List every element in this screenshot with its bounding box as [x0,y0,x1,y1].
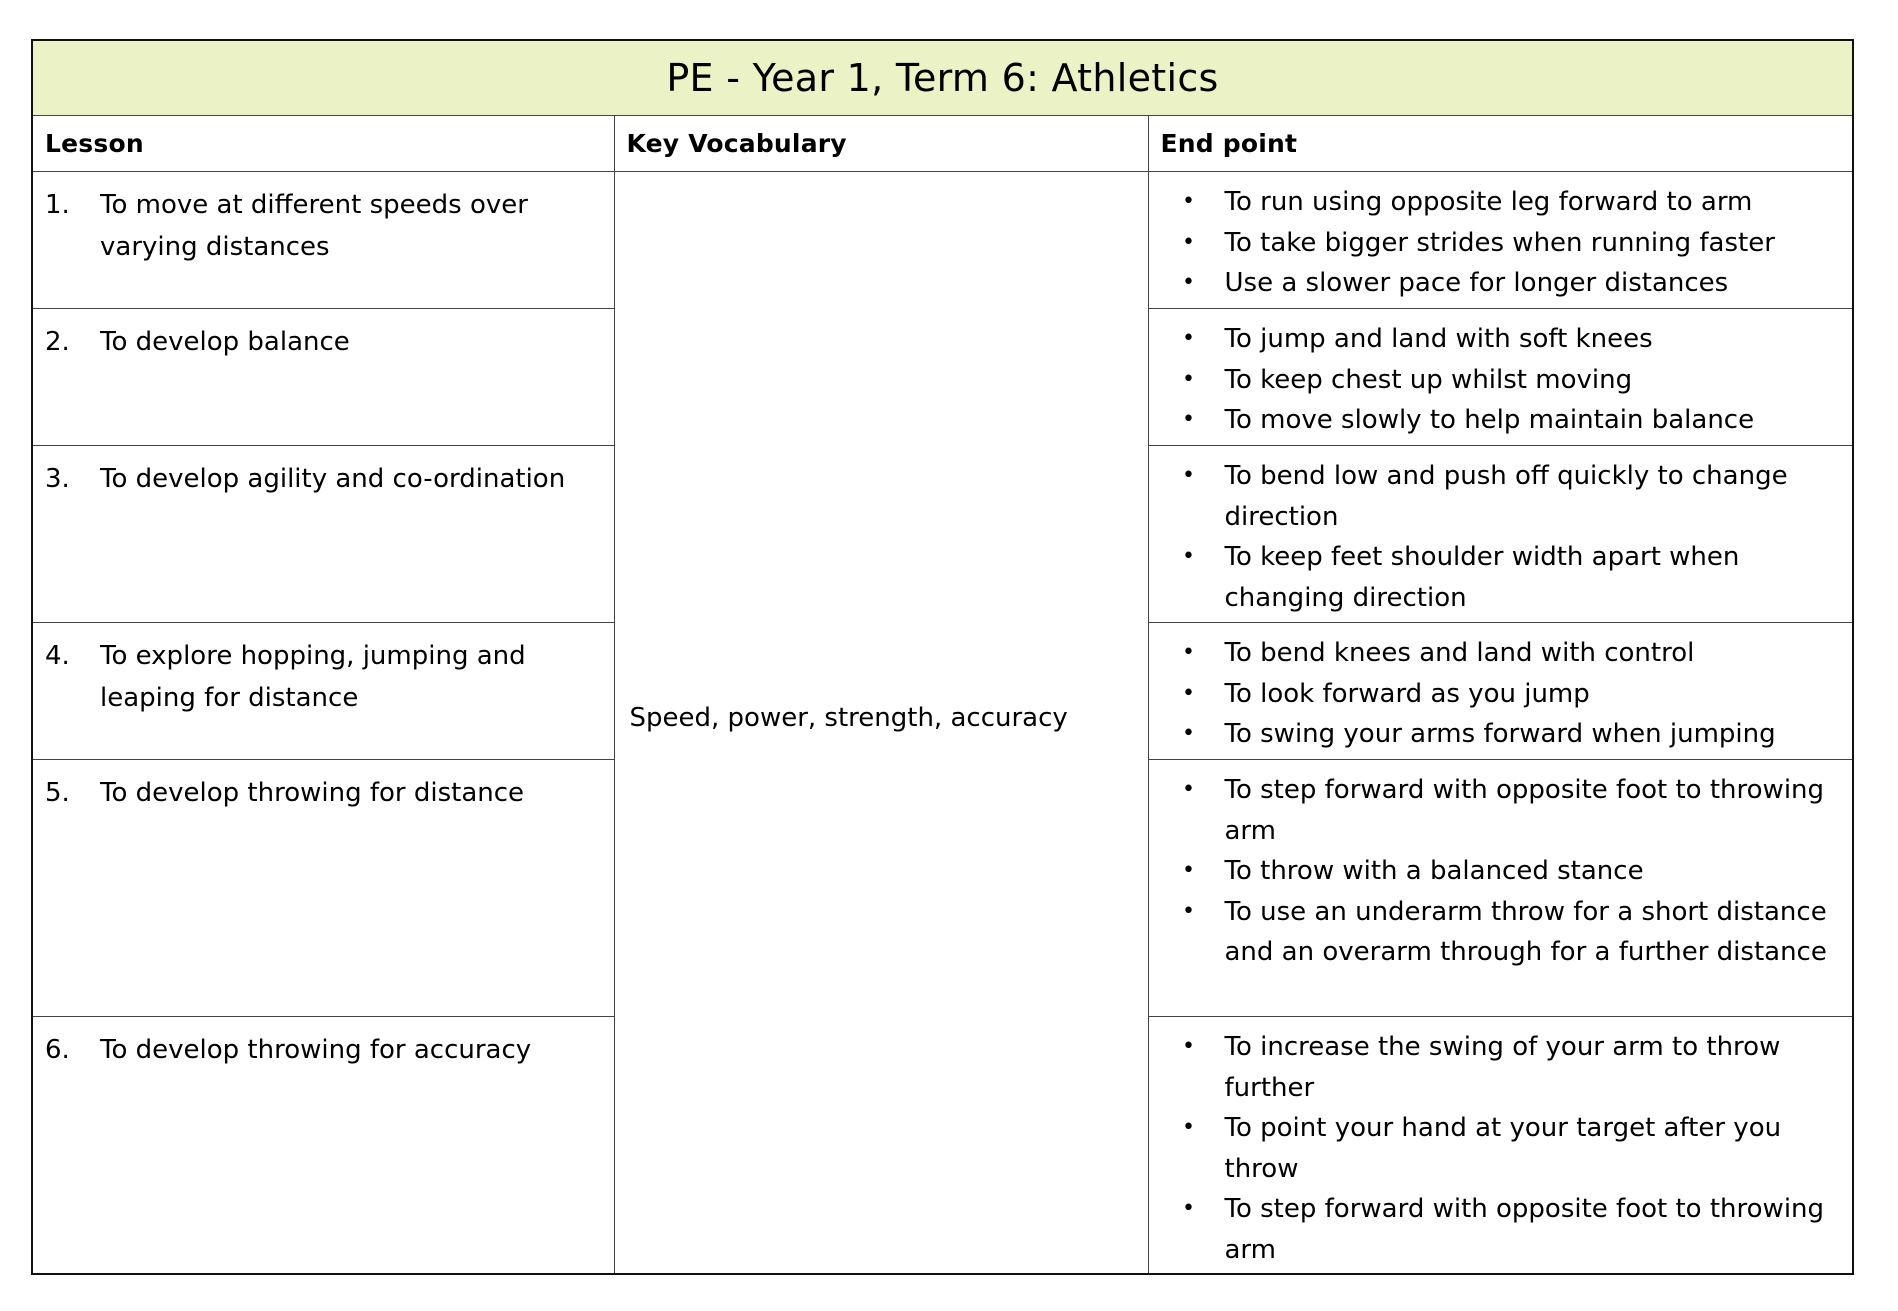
lesson-title: To develop throwing for accuracy [100,1035,532,1065]
end-point-item: • To use an underarm throw for a short distance and an overarm through for a further distance [1149,892,1843,973]
lesson-cell [32,760,614,1017]
column-header-lesson: Lesson [32,116,614,172]
bullet-icon: • [1182,777,1195,802]
bullet-icon: • [1182,640,1195,665]
end-point-item: • To move slowly to help maintain balance [1149,400,1843,441]
end-point-item: • To keep feet shoulder width apart when changing direction [1149,537,1843,618]
end-point-item: • To run using opposite leg forward to arm [1149,182,1843,223]
lesson-number: 1. [45,190,70,220]
bullet-icon: • [1182,898,1195,924]
lesson-number: 5. [45,778,70,808]
lesson-cell [32,172,614,309]
lesson-number: 3. [45,464,70,494]
end-point-cell [1148,446,1853,623]
page-title: PE - Year 1, Term 6: Athletics [32,40,1853,116]
title-row [32,40,1853,116]
end-point-item: • To throw with a balanced stance [1149,851,1843,892]
end-point-item: • To increase the swing of your arm to throw further [1149,1027,1843,1108]
end-point-list [1149,1027,1843,1270]
lesson-cell [32,446,614,623]
bullet-icon: • [1182,407,1195,432]
key-vocabulary-text: Speed, power, strength, accuracy [629,703,1068,734]
bullet-icon: • [1182,270,1195,295]
end-point-item: • To swing your arms forward when jumping [1149,714,1843,755]
end-point-list [1149,319,1843,441]
column-header-end-point: End point [1148,116,1853,172]
bullet-icon: • [1182,1115,1195,1140]
lesson-cell [32,309,614,446]
lesson-title: To develop balance [100,327,350,357]
bullet-icon: • [1182,544,1195,569]
bullet-icon: • [1182,463,1195,488]
bullet-icon: • [1182,326,1195,351]
lesson-title: To develop agility and co-ordination [100,464,566,494]
lesson-title: To explore hopping, jumping and leaping for distance [100,641,526,713]
end-point-list [1149,456,1843,618]
lesson-cell [32,1017,614,1274]
end-point-item: • To bend knees and land with control [1149,633,1843,674]
lesson-cell [32,623,614,760]
end-point-item: • To step forward with opposite foot to throwing arm [1149,1189,1843,1270]
end-point-cell [1148,623,1853,760]
end-point-cell [1148,1017,1853,1274]
lesson-number: 2. [45,327,70,357]
lesson-number: 6. [45,1035,70,1065]
end-point-cell [1148,760,1853,1017]
curriculum-table [31,39,1854,1275]
end-point-item: • To point your hand at your target after you throw [1149,1108,1843,1189]
bullet-icon: • [1182,1034,1195,1059]
bullet-icon: • [1182,858,1195,883]
end-point-item: • To keep chest up whilst moving [1149,360,1843,401]
bullet-icon: • [1182,1196,1195,1221]
bullet-icon: • [1182,680,1195,706]
column-header-key-vocabulary: Key Vocabulary [614,116,1148,172]
end-point-item: • To look forward as you jump [1149,674,1843,715]
key-vocabulary-cell [614,172,1148,1274]
lesson-number: 4. [45,641,70,671]
end-point-list [1149,182,1843,304]
end-point-cell [1148,172,1853,309]
table-row [32,172,1853,309]
end-point-list [1149,633,1843,755]
end-point-item: • To step forward with opposite foot to throwing arm [1149,770,1843,851]
bullet-icon: • [1182,189,1195,214]
bullet-icon: • [1182,366,1195,392]
bullet-icon: • [1182,721,1195,746]
lesson-title: To develop throwing for distance [100,778,525,808]
end-point-item: • Use a slower pace for longer distances [1149,263,1843,304]
end-point-cell [1148,309,1853,446]
end-point-item: • To bend low and push off quickly to change direction [1149,456,1843,537]
lesson-title: To move at different speeds over varying distances [100,190,528,262]
header-row [32,116,1853,172]
end-point-list [1149,770,1843,973]
end-point-item: • To take bigger strides when running faster [1149,223,1843,264]
end-point-item: • To jump and land with soft knees [1149,319,1843,360]
bullet-icon: • [1182,229,1195,255]
